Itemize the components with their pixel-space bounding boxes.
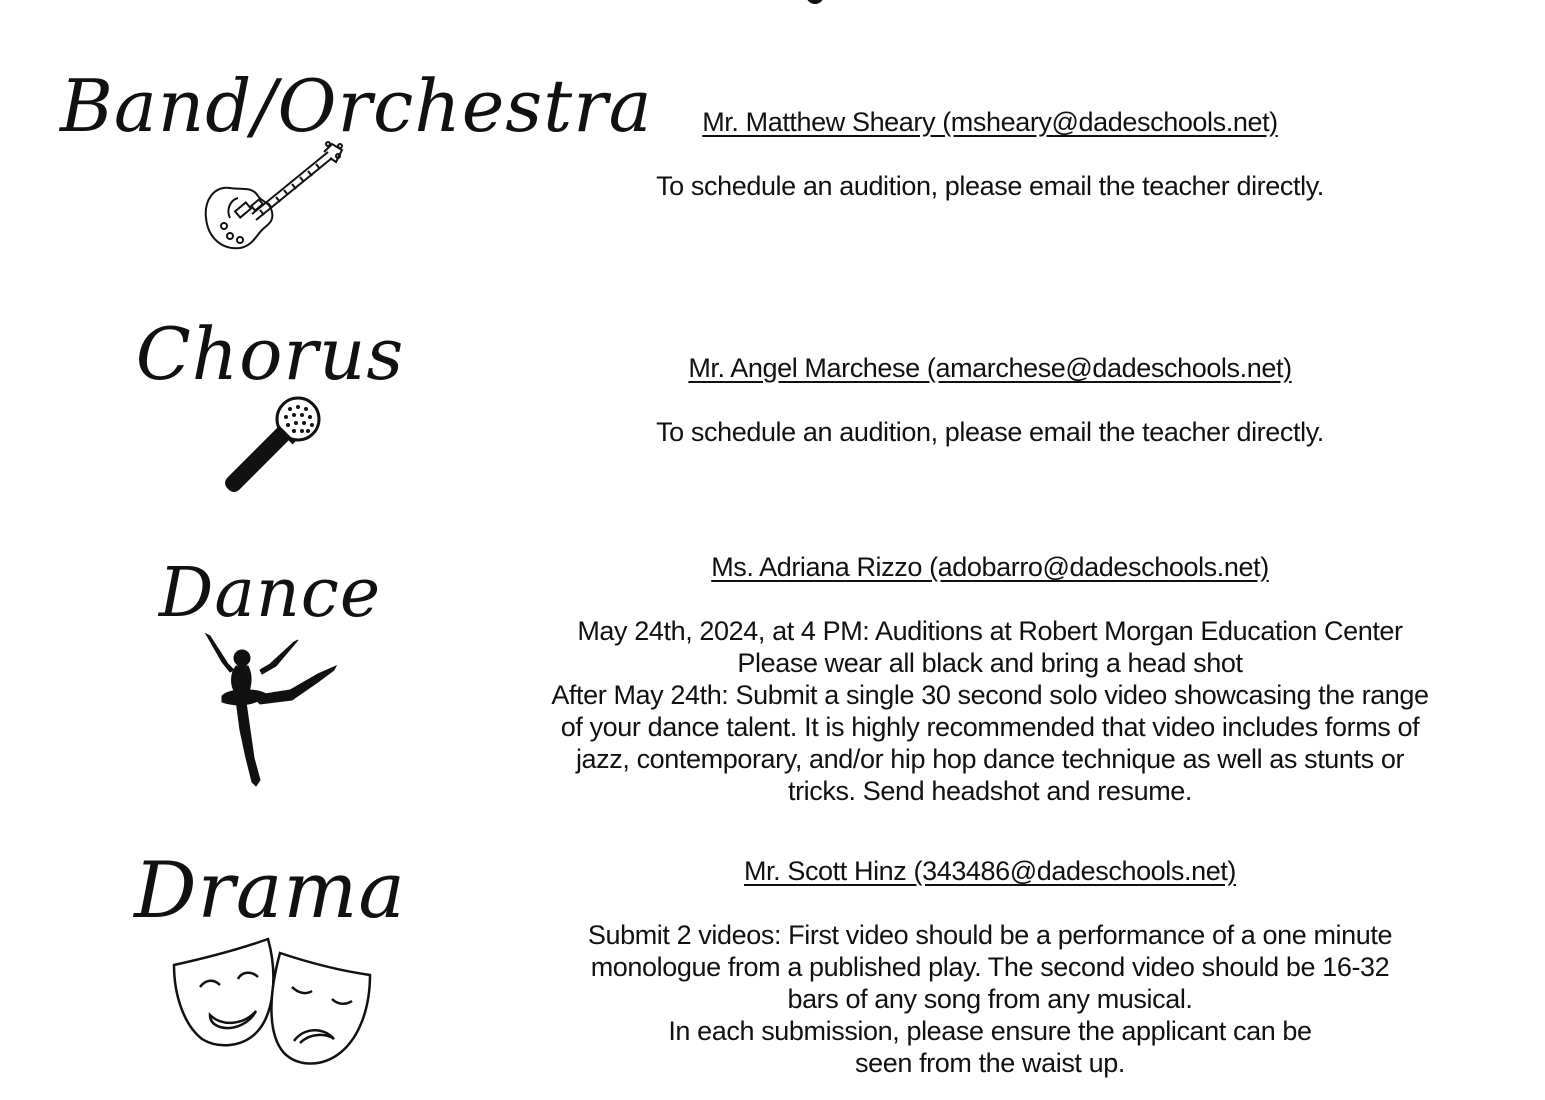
section-heading-block (60, 554, 480, 633)
section-info-band (500, 106, 1480, 202)
theater-masks-icon (170, 935, 375, 1080)
info-line: Submit 2 videos: First video should be a performance of a one minute (587, 920, 1393, 950)
info-line: After May 24th: Submit a single 30 second solo video showcasing the range (551, 680, 1429, 710)
info-line: tricks. Send headshot and resume. (787, 776, 1193, 806)
teacher-contact-link[interactable]: Mr. Scott Hinz (343486@dadeschools.net) (743, 856, 1237, 886)
section-heading-block (60, 846, 480, 936)
info-line: To schedule an audition, please email the teacher directly. (656, 417, 1324, 447)
microphone-icon (218, 395, 323, 502)
section-title-band: Band/Orchestra (60, 64, 653, 148)
info-line: monologue from a published play. The second video should be 16-32 (590, 952, 1390, 982)
teacher-contact-link[interactable]: Ms. Adriana Rizzo (adobarro@dadeschools.net) (711, 552, 1269, 582)
info-line: bars of any song from any musical. (787, 984, 1193, 1014)
info-line: In each submission, please ensure the applicant can be (668, 1016, 1312, 1046)
teacher-contact-link[interactable]: Mr. Matthew Sheary (msheary@dadeschools.net) (702, 107, 1278, 137)
info-line: seen from the waist up. (855, 1048, 1125, 1078)
section-title-chorus: Chorus (135, 312, 405, 396)
info-line: Please wear all black and bring a head shot (737, 648, 1243, 678)
info-line: To schedule an audition, please email the teacher directly. (656, 171, 1324, 201)
section-heading-block (60, 312, 480, 396)
section-info-drama (500, 855, 1480, 1079)
section-heading-block (60, 64, 653, 148)
section-title-dance: Dance (158, 554, 382, 633)
guitar-icon (200, 140, 345, 260)
teacher-contact-link[interactable]: Mr. Angel Marchese (amarchese@dadeschools.net) (688, 353, 1292, 383)
top-decoration (806, 0, 824, 4)
section-info-chorus (500, 352, 1480, 448)
ballerina-icon (200, 630, 340, 795)
section-title-drama: Drama (134, 846, 406, 936)
section-info-dance (500, 551, 1480, 807)
info-line: May 24th, 2024, at 4 PM: Auditions at Robert Morgan Education Center (577, 616, 1403, 646)
info-line: of your dance talent. It is highly recommended that video includes forms of (560, 712, 1420, 742)
info-line: jazz, contemporary, and/or hip hop dance technique as well as stunts or (575, 744, 1405, 774)
